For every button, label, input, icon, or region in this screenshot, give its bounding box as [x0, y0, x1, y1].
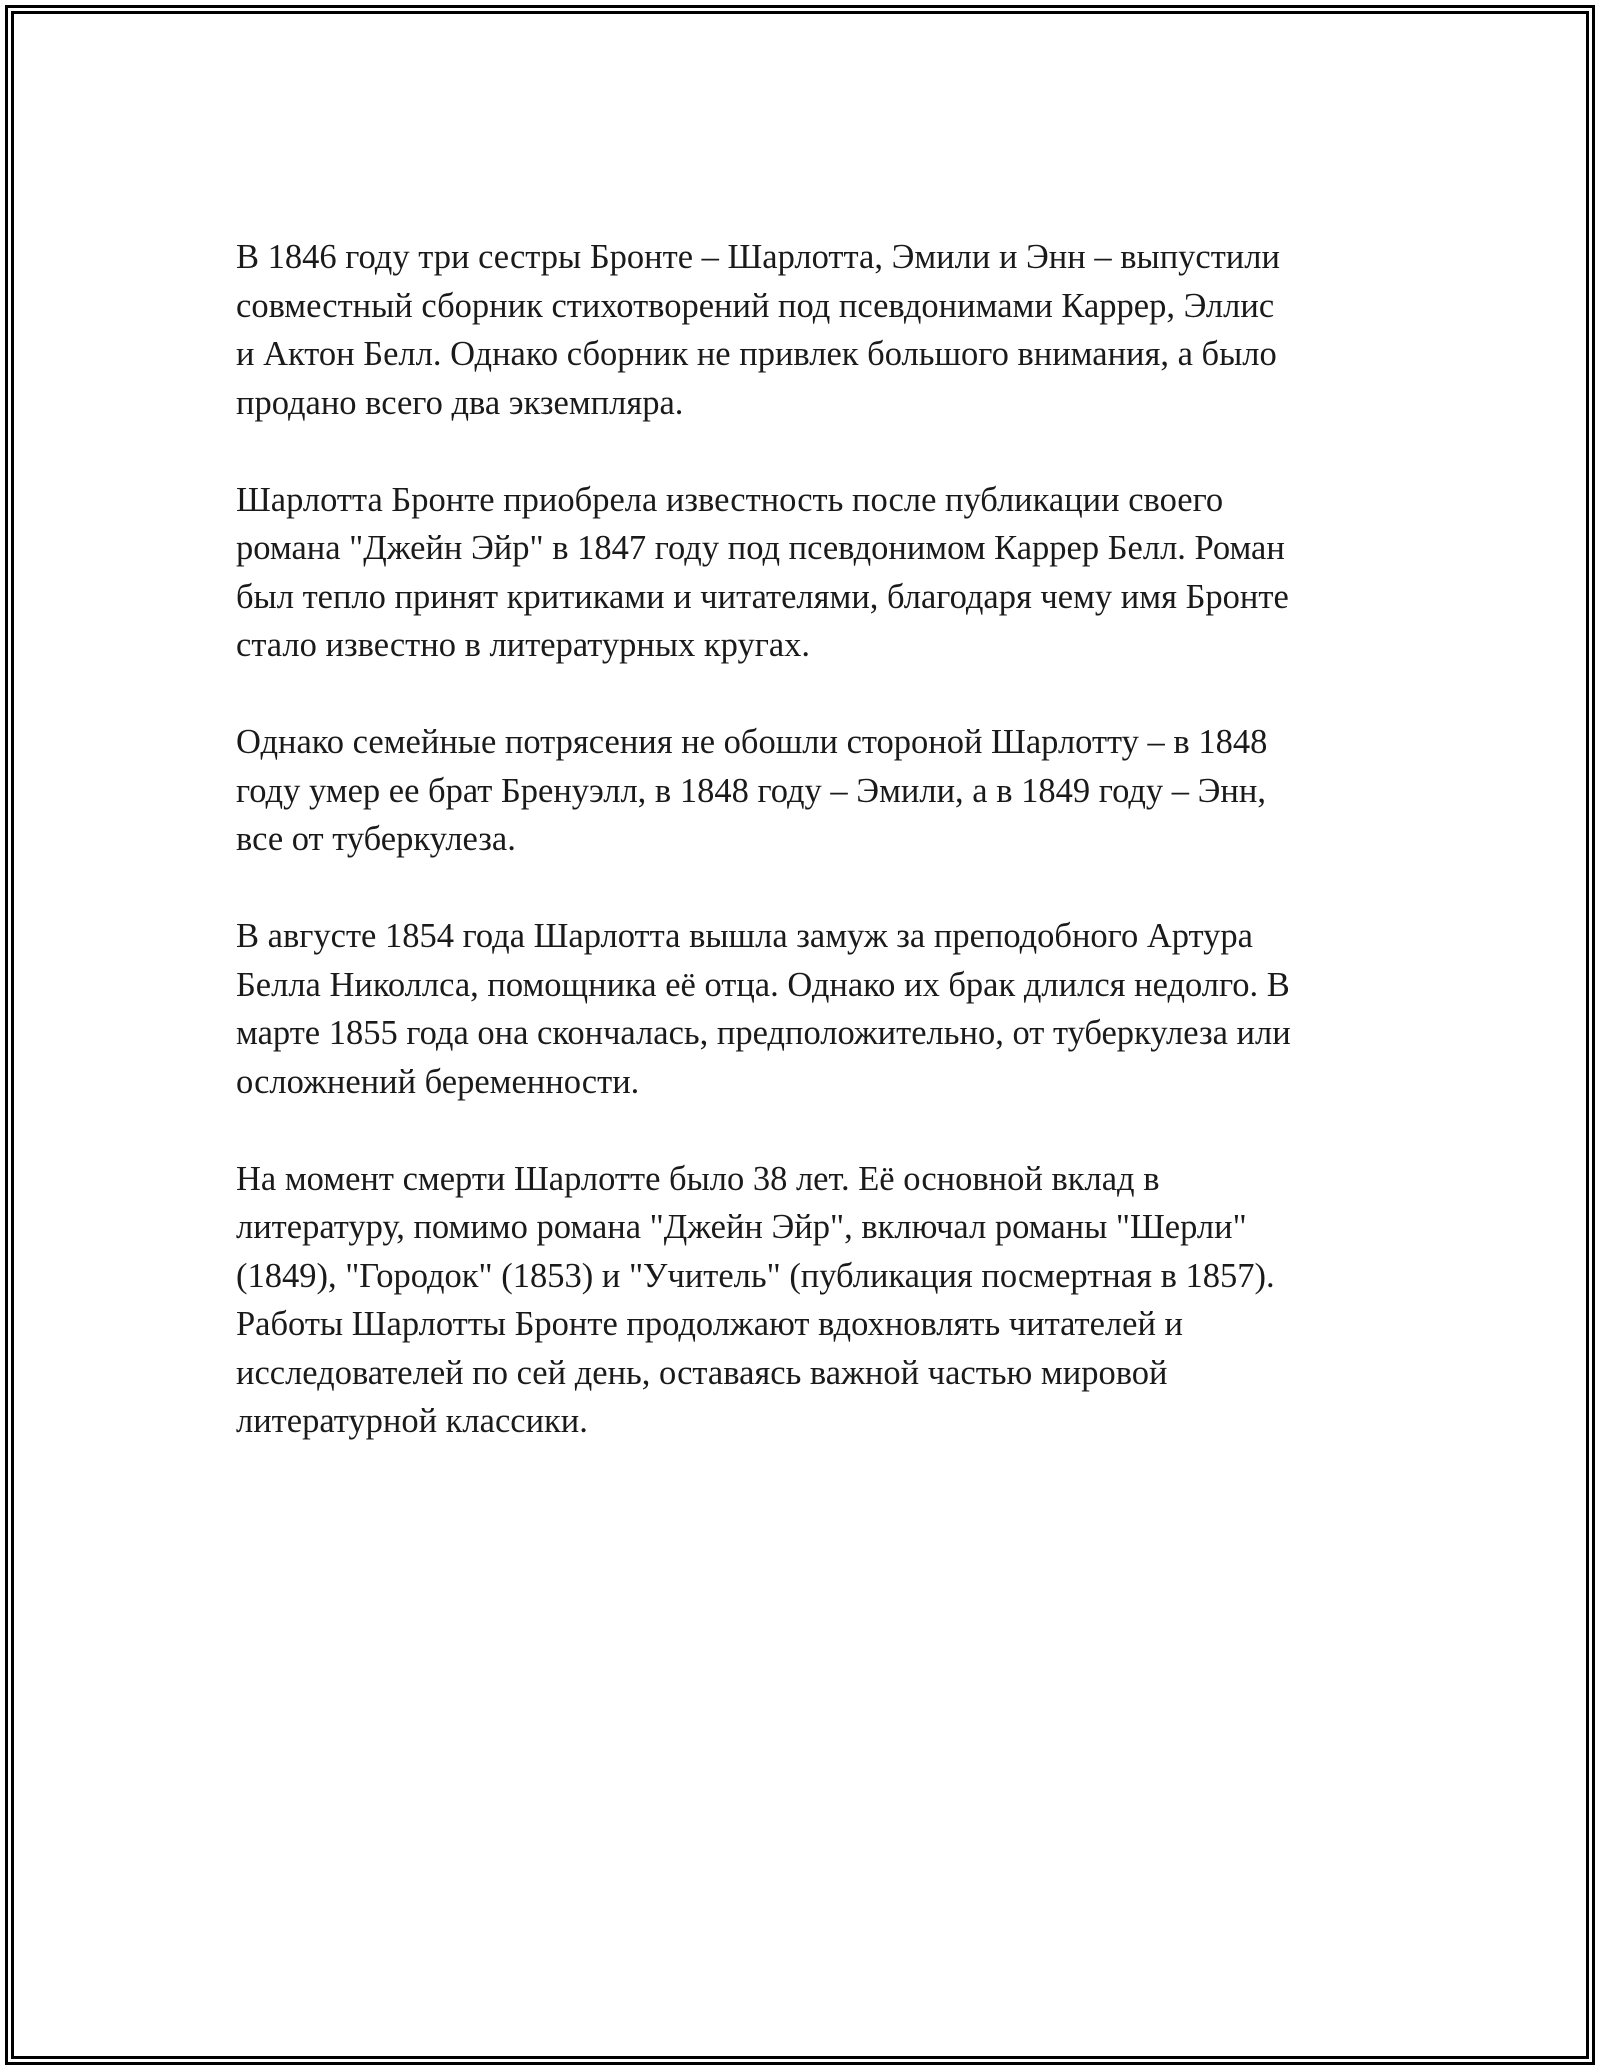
paragraph-4 — [236, 912, 1396, 1106]
text-line: был тепло принят критиками и читателями, благодаря чему имя Бронте — [236, 577, 1289, 616]
text-line: литературу, помимо романа "Джейн Эйр", включал романы "Шерли" — [236, 1208, 1247, 1246]
text-line: году умер ее брат Бренуэлл, в 1848 году – Эмили, а в 1849 году – Энн, — [236, 771, 1266, 810]
paragraph-2 — [236, 476, 1396, 670]
text-line: В августе 1854 года Шарлотта вышла замуж за преподобного Артура — [236, 917, 1253, 955]
text-line: Работы Шарлотты Бронте продолжают вдохновлять читателей и — [236, 1305, 1183, 1343]
text-line: осложнений беременности. — [236, 1062, 640, 1101]
text-line: Белла Николлса, помощника её отца. Однако их брак длился недолго. В — [236, 965, 1290, 1004]
text-line: На момент смерти Шарлотте было 38 лет. Её основной вклад в — [236, 1159, 1160, 1198]
text-line: совместный сборник стихотворений под псевдонимами Каррер, Эллис — [236, 286, 1275, 325]
document-body — [236, 233, 1396, 1494]
text-line: марте 1855 года она скончалась, предположительно, от туберкулеза или — [236, 1014, 1291, 1052]
text-line: В 1846 году три сестры Бронте – Шарлотта, Эмили и Энн – выпустили — [236, 238, 1280, 276]
paragraph-3 — [236, 718, 1396, 864]
text-line: (1849), "Городок" (1853) и "Учитель" (публикация посмертная в 1857). — [236, 1256, 1275, 1295]
text-line: романа "Джейн Эйр" в 1847 году под псевдонимом Каррер Белл. Роман — [236, 529, 1285, 567]
text-line: стало известно в литературных кругах. — [236, 626, 811, 664]
paragraph-1 — [236, 233, 1396, 427]
text-line: литературной классики. — [236, 1402, 588, 1440]
paragraph-5 — [236, 1155, 1396, 1446]
text-line: все от туберкулеза. — [236, 820, 516, 858]
text-line: исследователей по сей день, оставаясь важной частью мировой — [236, 1353, 1168, 1392]
text-line: Однако семейные потрясения не обошли стороной Шарлотту – в 1848 — [236, 723, 1268, 761]
text-line: и Актон Белл. Однако сборник не привлек большого внимания, а было — [236, 335, 1277, 373]
text-line: Шарлотта Бронте приобрела известность после публикации своего — [236, 480, 1224, 519]
text-line: продано всего два экземпляра. — [236, 383, 684, 422]
